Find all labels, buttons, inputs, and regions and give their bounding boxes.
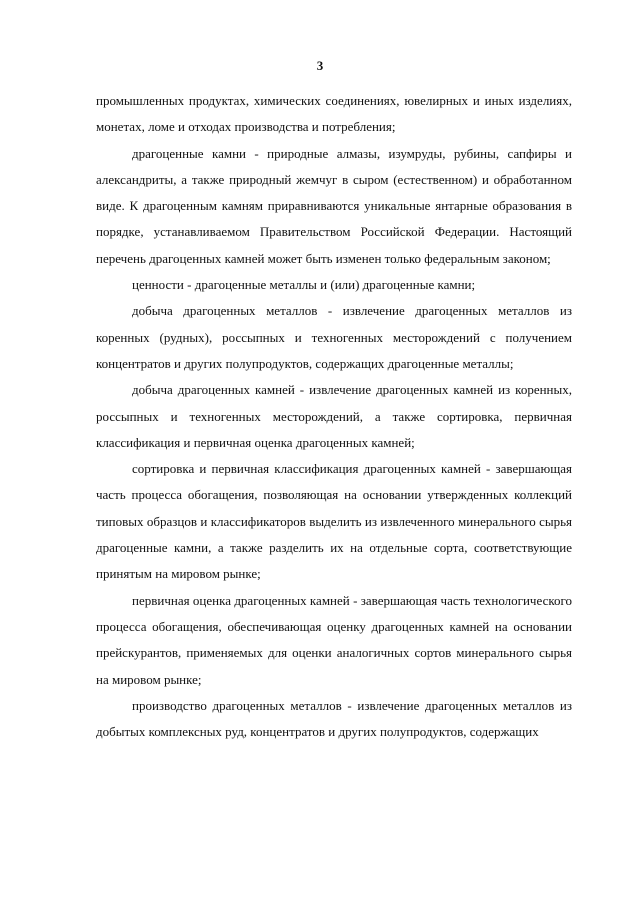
paragraph-primary-valuation-definition: первичная оценка драгоценных камней - завершающая часть технологического процесса обогащения, обеспечивающая оценку драгоценных камней на основании прейскурантов, применяемых для оценки аналогичных сортов минерального сырья на мировом рынке; (96, 592, 572, 687)
page-number: 3 (316, 58, 324, 73)
paragraph-precious-stones-definition: драгоценные камни - природные алмазы, изумруды, рубины, сапфиры и александриты, а также природный жемчуг в сыром (естественном) и обработанном виде. К драгоценным камням приравниваются уникальные янтарные образования в порядке, устанавливаемом Правительством Российской Федерации. Настоящий перечень драгоценных камней может быть изменен только федеральным законом; (96, 145, 572, 266)
document-body (96, 88, 572, 745)
paragraph-metals-production-definition: производство драгоценных металлов - извлечение драгоценных металлов из добытых комплексных руд, концентратов и других полупродуктов, содержащих (96, 697, 572, 740)
paragraph-metals-mining-definition: добыча драгоценных металлов - извлечение драгоценных металлов из коренных (рудных), россыпных и техногенных месторождений с получением концентратов и других полупродуктов, содержащих драгоценные металлы; (96, 303, 572, 371)
paragraph-valuables-definition: ценности - драгоценные металлы и (или) драгоценные камни; (132, 277, 476, 293)
paragraph-stones-mining-definition: добыча драгоценных камней - извлечение драгоценных камней из коренных, россыпных и техногенных месторождений, а также сортировка, первичная классификация и первичная оценка драгоценных камней; (96, 382, 572, 450)
paragraph-sorting-classification-definition: сортировка и первичная классификация драгоценных камней - завершающая часть процесса обогащения, позволяющая на основании утвержденных коллекций типовых образцов и классификаторов выделить из извлеченного минерального сырья драгоценные камни, а также разделить их на отдельные сорта, соответствующие принятым на мировом рынке; (96, 461, 572, 582)
paragraph-continuation: промышленных продуктах, химических соединениях, ювелирных и иных изделиях, монетах, ломе и отходах производства и потребления; (96, 93, 572, 135)
